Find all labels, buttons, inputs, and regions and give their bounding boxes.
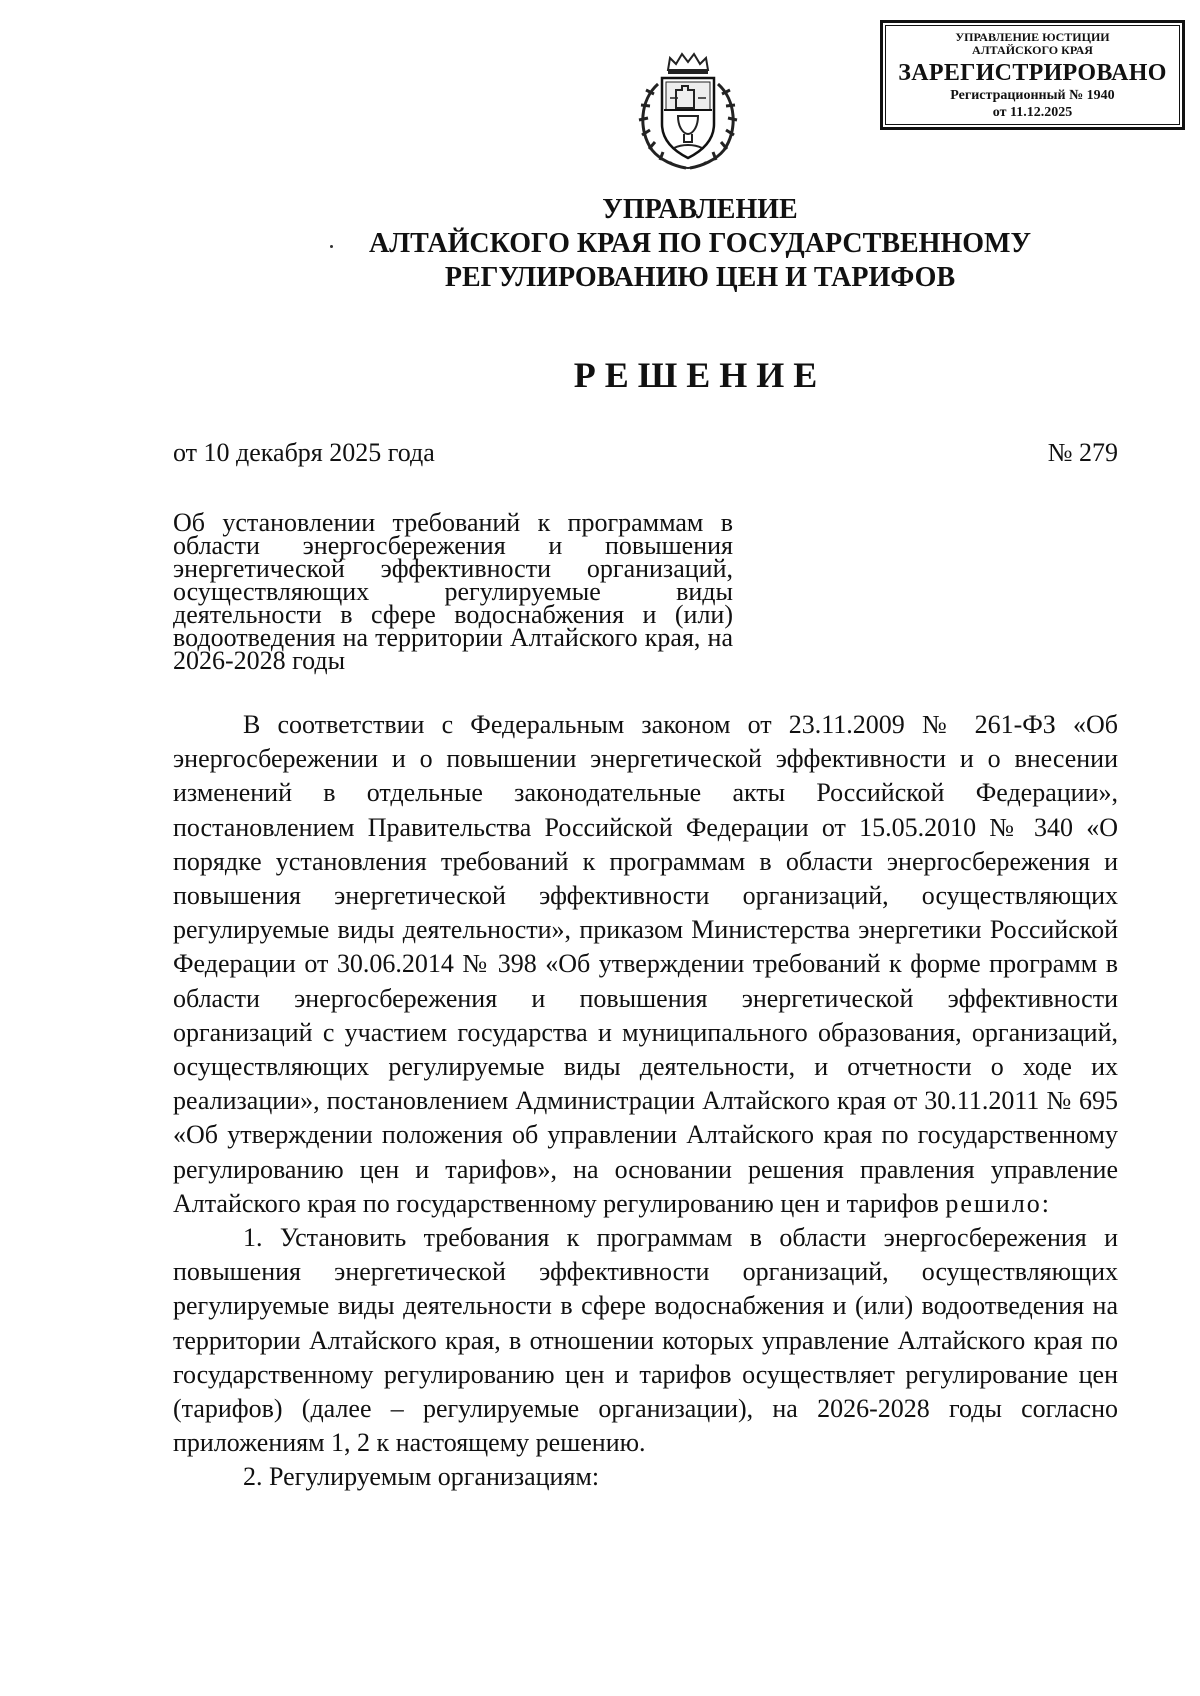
- organization-title-line2: АЛТАЙСКОГО КРАЯ ПО ГОСУДАРСТВЕННОМУ: [369, 228, 1031, 259]
- organization-title-line1: УПРАВЛЕНИЕ: [602, 194, 798, 225]
- stamp-organization: [948, 26, 1118, 57]
- document-subject: Об установлении требований к программам в области энергосбережения и повышения энергетической эффективности организаций, осуществляющих регулируемые виды деятельности в сфере водоснабжения и (или) водоотведения на территории Алтайского края, на 2026-2028 годы: [173, 508, 733, 675]
- item-2-paragraph: 2. Регулируемым организациям:: [243, 1462, 600, 1492]
- document-number: № 279: [1047, 438, 1118, 467]
- preamble-paragraph: [173, 708, 1118, 1221]
- document-date: от 10 декабря 2025 года: [173, 438, 435, 467]
- altai-krai-coat-of-arms-icon: [630, 50, 746, 176]
- stamp-status: ЗАРЕГИСТРИРОВАНО: [898, 60, 1167, 86]
- registration-stamp-inner: [885, 25, 1180, 125]
- document-body: [173, 708, 1118, 1495]
- stamp-reg-number: Регистрационный № 1940: [950, 88, 1115, 103]
- decided-word: решило:: [945, 1188, 1052, 1218]
- preamble-text: В соответствии с Федеральным законом от 23.11.2009 № 261-ФЗ «Об энергосбережении и о повышении энергетической эффективности и о внесении изменений в отдельные законодательные акты Российской Федерации», постановлением Правительства Российской Федерации от 15.05.2010 № 340 «О порядке установления требований к программам в области энергосбережения и повышения энергетической эффективности организаций, осуществляющих регулируемые виды деятельности», приказом Министерства энергетики Российской Федерации от 30.06.2014 № 398 «Об утверждении требований к форме программ в области энергосбережения и повышения энергетической эффективности организаций с участием государства и муниципального образования, организаций, осуществляющих регулируемые виды деятельности, и отчетности о ходе их реализации», постановлением Администрации Алтайского края от 30.11.2011 № 695 «Об утверждении положения об управлении Алтайского края по государственному регулированию цен и тарифов», на основании решения правления управление Алтайского края по государственному регулированию цен и тарифов: [173, 710, 1118, 1218]
- organization-title-line3: РЕГУЛИРОВАНИЮ ЦЕН И ТАРИФОВ: [444, 262, 956, 293]
- stamp-org-line1: УПРАВЛЕНИЕ ЮСТИЦИИ: [955, 30, 1110, 44]
- coat-of-arms-graphic: [630, 50, 746, 176]
- organization-title: [300, 193, 1100, 295]
- stamp-org-line2: АЛТАЙСКОГО КРАЯ: [972, 43, 1093, 57]
- stamp-reg-date: от 11.12.2025: [992, 105, 1073, 120]
- document-type: РЕШЕНИЕ: [573, 355, 827, 395]
- registration-stamp: [880, 20, 1185, 130]
- item-1-paragraph: 1. Установить требования к программам в области энергосбережения и повышения энергетической эффективности организаций, осуществляющих регулируемые виды деятельности в сфере водоснабжения и (или) водоотведения на территории Алтайского края, в отношении которых управление Алтайского края по государственному регулированию цен и тарифов осуществляет регулирование цен (тарифов) (далее – регулируемые организации), на 2026-2028 годы согласно приложениям 1, 2 к настоящему решению.: [173, 1223, 1118, 1458]
